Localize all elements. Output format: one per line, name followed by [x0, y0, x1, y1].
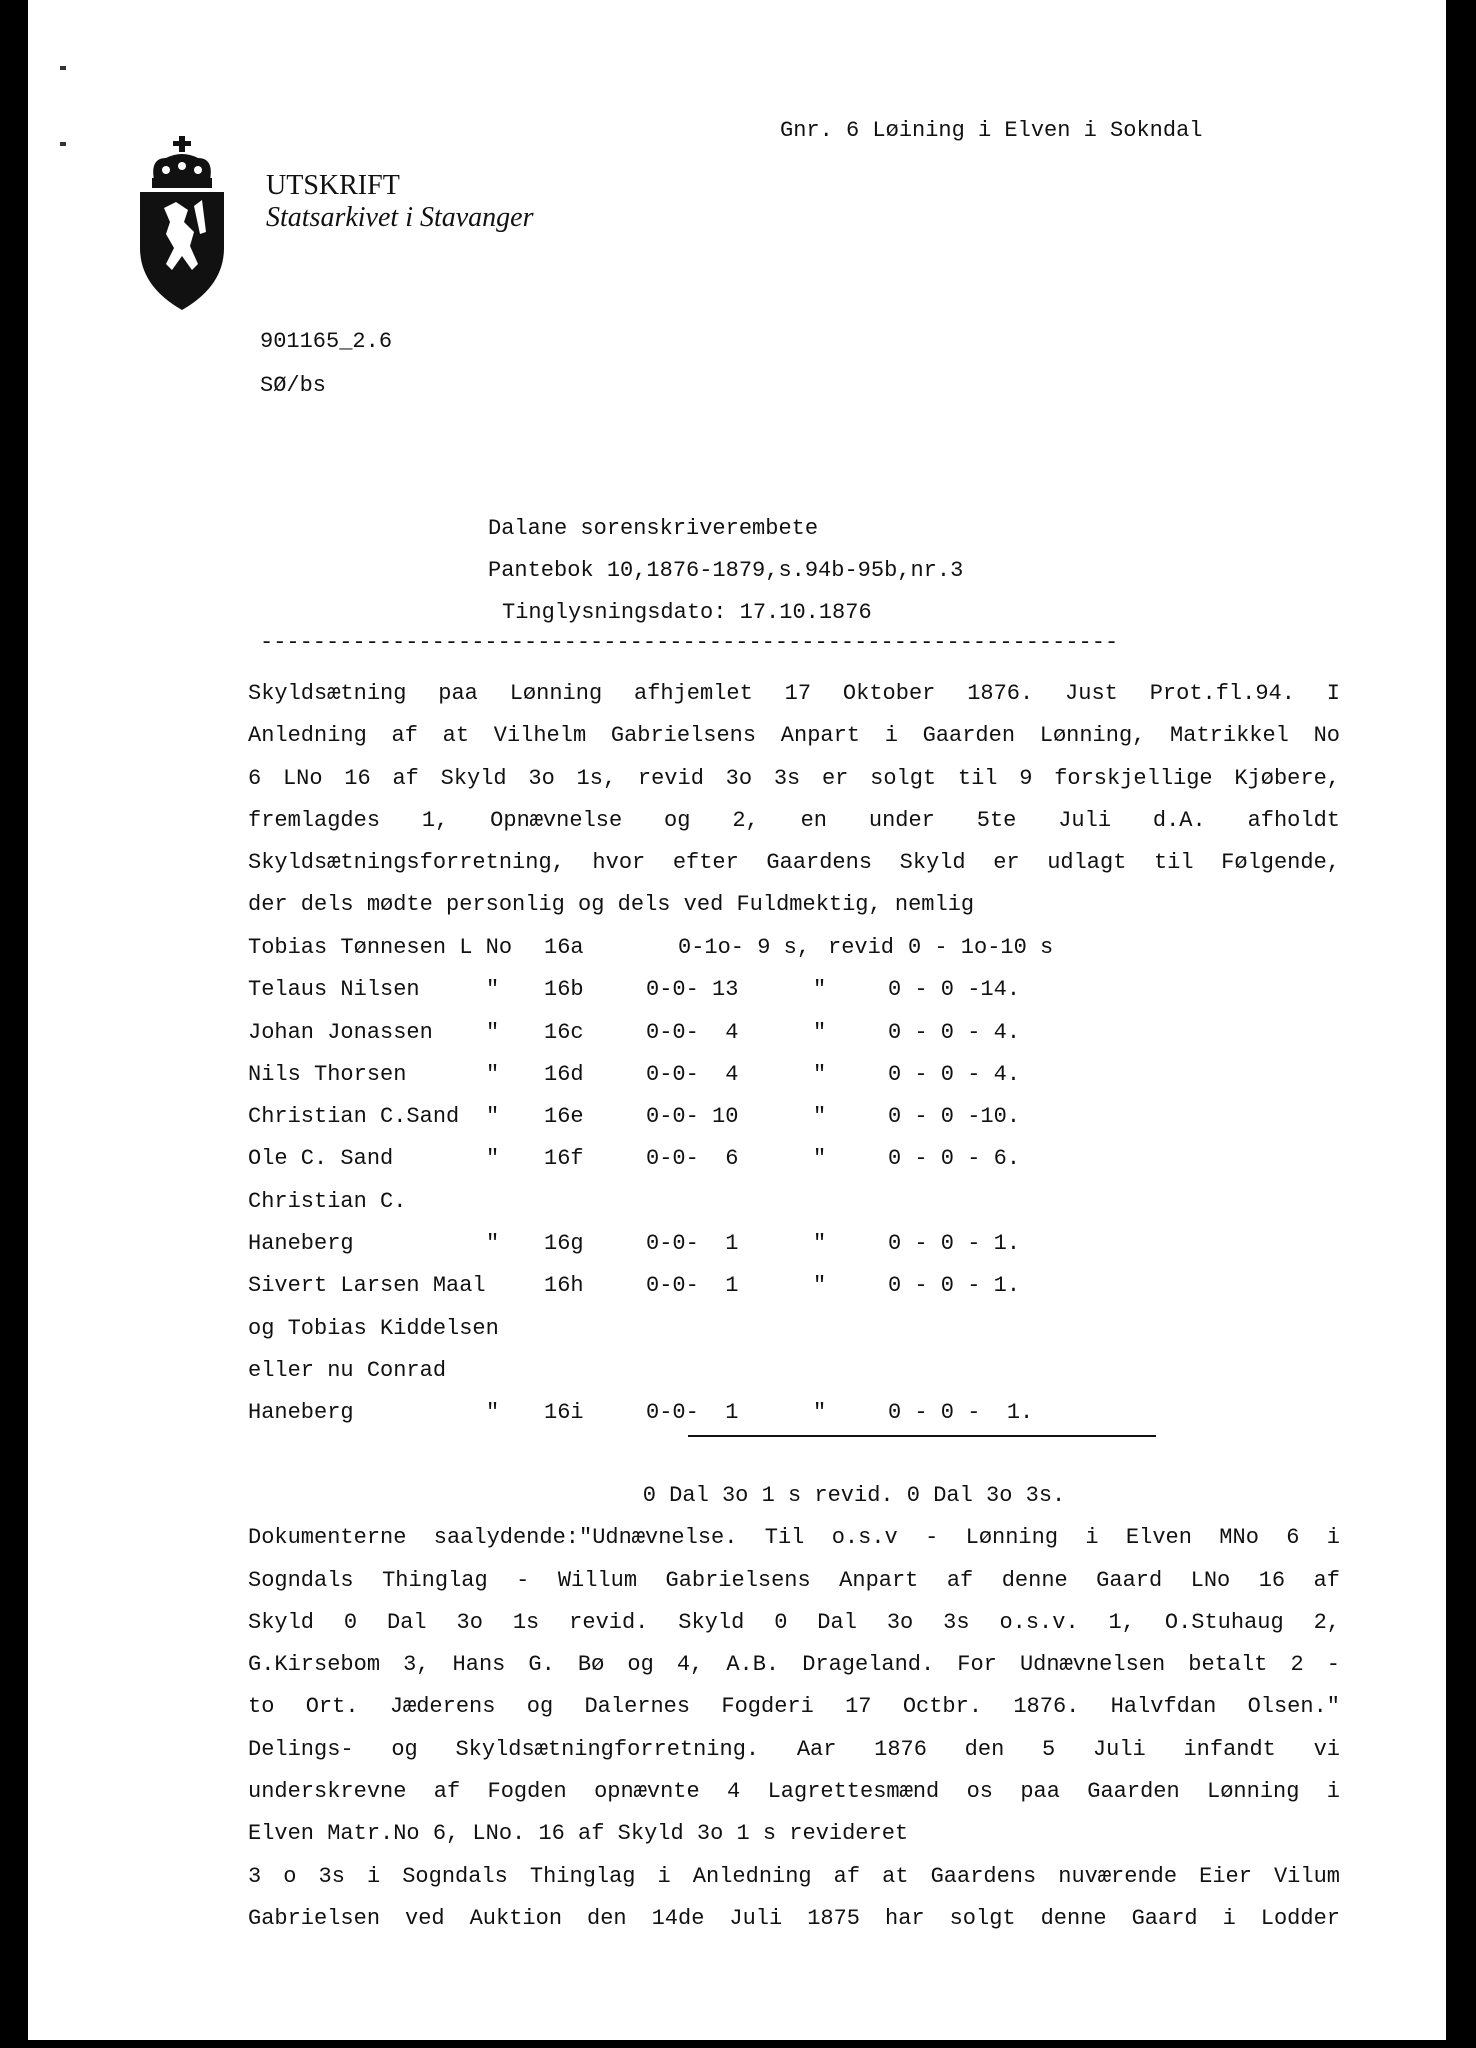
revid-ditto: " — [813, 1019, 827, 1045]
reference-initials: SØ/bs — [260, 373, 327, 398]
office-name: Dalane sorenskriverembete — [488, 516, 819, 541]
reference-block — [260, 320, 392, 408]
skyld-value: 0-0- 10 — [646, 1104, 739, 1130]
total-line: 0 Dal 3o 1 s revid. 0 Dal 3o 3s. — [642, 1483, 1066, 1508]
revid-value: 0 - 0 - 4. — [888, 1061, 1021, 1087]
ditto-mark: " — [486, 1104, 500, 1130]
owner-name: og Tobias Kiddelsen — [248, 1315, 499, 1341]
owner-name: eller nu Conrad — [248, 1357, 447, 1383]
text-line: Skyld 0 Dal 3o 1s revid. Skyld 0 Dal 3o 3s o.s.v. 1, O.Stuhaug 2, — [248, 1609, 1340, 1635]
text-line: der dels mødte personlig og dels ved Fuldmektig, nemlig — [248, 892, 975, 918]
lno: 16g — [544, 1231, 584, 1257]
owner-name: Nils Thorsen — [248, 1061, 407, 1087]
text-line: Delings- og Skyldsætningforretning. Aar 1876 den 5 Juli infandt vi — [248, 1736, 1340, 1762]
text-line: underskrevne af Fogden opnævnte 4 Lagrettesmænd os paa Gaarden Lønning i — [248, 1779, 1340, 1805]
stamp-title: UTSKRIFT — [266, 170, 400, 201]
owner-name: Johan Jonassen — [248, 1019, 433, 1045]
ditto-mark: " — [486, 977, 500, 1003]
lno: 16h — [544, 1273, 584, 1299]
text-line: Gabrielsen ved Auktion den 14de Juli 1875 har solgt denne Gaard i Lodder — [248, 1905, 1340, 1931]
revid-value: 0 - 0 -10. — [888, 1104, 1021, 1130]
lno: 16c — [544, 1019, 584, 1045]
revid-ditto: " — [813, 1400, 827, 1426]
owner-name: Telaus Nilsen — [248, 977, 420, 1003]
revid-ditto: " — [813, 1273, 827, 1299]
archive-stamp — [266, 170, 534, 234]
paragraph-2 — [248, 1475, 1340, 1940]
revid-value: 0 - 0 - 4. — [888, 1019, 1021, 1045]
ditto-mark: " — [486, 1019, 500, 1045]
text-line: Elven Matr.No 6, LNo. 16 af Skyld 3o 1 s revideret — [248, 1821, 909, 1847]
skyld-value: 0-0- 1 — [646, 1400, 739, 1426]
book-reference: Pantebok 10,1876-1879,s.94b-95b,nr.3 — [488, 558, 964, 583]
owner-name: Haneberg — [248, 1231, 354, 1257]
revid-ditto: " — [813, 1231, 827, 1257]
paragraph-1 — [248, 673, 1340, 927]
ditto-mark: " — [486, 1400, 500, 1426]
revid-value: 0 - 0 - 1. — [888, 1400, 1034, 1426]
reference-number: 901165_2.6 — [260, 329, 393, 354]
scan-mark — [60, 66, 66, 70]
skyld-value: 0-0- 13 — [646, 977, 739, 1003]
skyld-value: 0-0- 6 — [646, 1146, 739, 1172]
owner-name: Tobias Tønnesen L No — [248, 935, 513, 960]
revid-value: 0 - 0 - 1. — [888, 1273, 1021, 1299]
ditto-mark: " — [486, 1061, 500, 1087]
lno: 16i — [544, 1400, 584, 1426]
revid-ditto: revid — [828, 935, 895, 960]
skyld-value: 0-0- 1 — [646, 1273, 739, 1299]
skyld-value: 0-0- 4 — [646, 1061, 739, 1087]
lno: 16f — [544, 1146, 584, 1172]
revid-ditto: " — [813, 1104, 827, 1130]
owner-name: Haneberg — [248, 1400, 354, 1426]
lno: 16a — [544, 935, 584, 960]
revid-ditto: " — [813, 1146, 827, 1172]
revid-value: 0 - 1o-10 s — [908, 935, 1054, 960]
skyld-value: 0-1o- 9 s, — [678, 935, 811, 960]
farm-reference: Gnr. 6 Løining i Elven i Sokndal — [780, 118, 1203, 143]
text-line: Skyldsætningsforretning, hvor efter Gaardens Skyld er udlagt til Følgende, — [248, 850, 1340, 876]
separator-line: ----------------------------------------------------------------- — [260, 630, 1119, 655]
owner-name: Christian C. — [248, 1188, 407, 1214]
lno: 16d — [544, 1061, 584, 1087]
lno: 16b — [544, 977, 584, 1003]
revid-ditto: " — [813, 977, 827, 1003]
text-line: Skyldsætning paa Lønning afhjemlet 17 Oktober 1876. Just Prot.fl.94. I — [248, 681, 1340, 706]
skyld-value: 0-0- 4 — [646, 1019, 739, 1045]
revid-ditto: " — [813, 1061, 827, 1087]
text-line: Anledning af at Vilhelm Gabrielsens Anpart i Gaarden Lønning, Matrikkel No — [248, 723, 1340, 749]
revid-value: 0 - 0 - 6. — [888, 1146, 1021, 1172]
stamp-archive-name: Statsarkivet i Stavanger — [266, 202, 534, 233]
owner-name: Sivert Larsen Maal — [248, 1273, 486, 1299]
text-line: 3 o 3s i Sogndals Thinglag i Anledning af at Gaardens nuværende Eier Vilum — [248, 1863, 1340, 1889]
registration-date: Tinglysningsdato: 17.10.1876 — [502, 600, 872, 625]
text-line: 6 LNo 16 af Skyld 3o 1s, revid 3o 3s er solgt til 9 forskjellige Kjøbere, — [248, 765, 1340, 791]
coat-of-arms-icon — [136, 136, 228, 312]
revid-value: 0 - 0 - 1. — [888, 1231, 1021, 1257]
text-line: G.Kirsebom 3, Hans G. Bø og 4, A.B. Drageland. For Udnævnelsen betalt 2 - — [248, 1652, 1340, 1678]
lno: 16e — [544, 1104, 584, 1130]
scan-mark — [60, 142, 66, 146]
owner-name: Ole C. Sand — [248, 1146, 394, 1172]
text-line: Sogndals Thinglag - Willum Gabrielsens Anpart af denne Gaard LNo 16 af — [248, 1567, 1340, 1593]
text-line: fremlagdes 1, Opnævnelse og 2, en under 5te Juli d.A. afholdt — [248, 807, 1340, 833]
text-line: to Ort. Jæderens og Dalernes Fogderi 17 Octbr. 1876. Halvfdan Olsen." — [248, 1694, 1340, 1720]
sum-rule — [688, 1435, 1156, 1437]
document-header — [488, 508, 963, 634]
skyld-value: 0-0- 1 — [646, 1231, 739, 1257]
ditto-mark: " — [486, 1146, 500, 1172]
revid-value: 0 - 0 -14. — [888, 977, 1021, 1003]
text-line: Dokumenterne saalydende:"Udnævnelse. Til o.s.v - Lønning i Elven MNo 6 i — [248, 1525, 1340, 1551]
owner-name: Christian C.Sand — [248, 1104, 460, 1130]
document-page — [28, 0, 1446, 2040]
ditto-mark: " — [486, 1231, 500, 1257]
